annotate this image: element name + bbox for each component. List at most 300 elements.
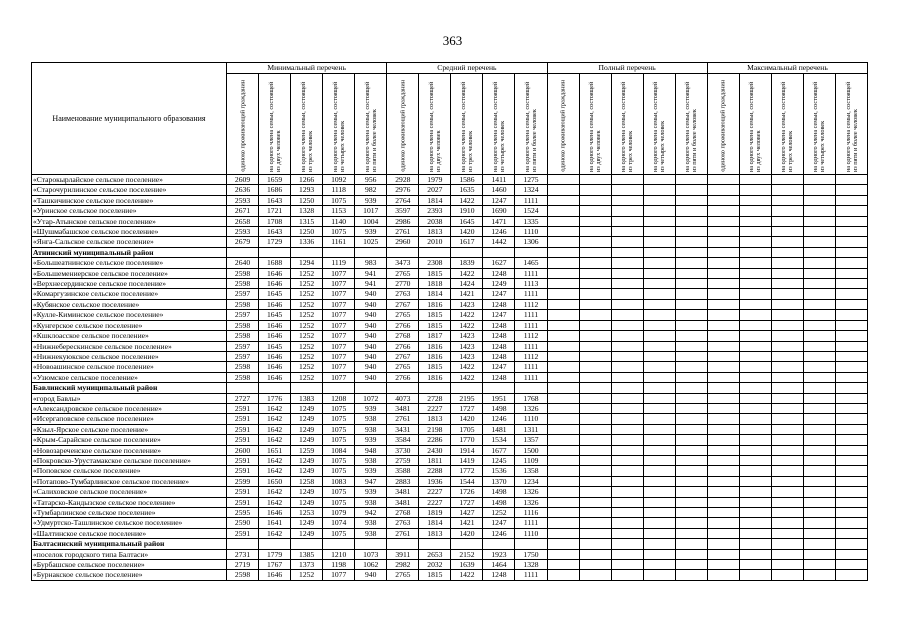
municipality-name: «Комаргузинское сельское поселение» [32, 289, 227, 299]
empty-cell [739, 466, 771, 476]
empty-cell [771, 570, 803, 580]
value-cell: 1153 [323, 206, 355, 216]
value-cell: 1811 [419, 455, 451, 465]
value-cell: 2598 [227, 331, 259, 341]
empty-cell [675, 414, 707, 424]
empty-cell [739, 247, 771, 257]
empty-cell [611, 185, 643, 195]
subcolumn-header-label: одиноко проживающий гражданин [719, 80, 727, 172]
table-row [32, 175, 868, 185]
empty-cell [643, 445, 675, 455]
subcolumn-header [611, 74, 643, 175]
value-cell: 1645 [259, 289, 291, 299]
value-cell: 938 [355, 497, 387, 507]
value-cell: 2599 [227, 476, 259, 486]
municipality-name: «поселок городского типа Балтаси» [32, 549, 227, 559]
municipality-name: «Поповское сельское поселение» [32, 466, 227, 476]
empty-cell [643, 435, 675, 445]
value-cell: 1075 [323, 195, 355, 205]
municipality-name: «Узюмское сельское поселение» [32, 372, 227, 382]
empty-cell [323, 539, 355, 549]
empty-cell [547, 247, 579, 257]
empty-cell [836, 445, 868, 455]
empty-cell [803, 393, 835, 403]
value-cell: 1772 [451, 466, 483, 476]
district-section-row [32, 539, 868, 549]
table-row [32, 508, 868, 518]
value-cell: 2986 [387, 216, 419, 226]
value-cell: 1326 [515, 487, 547, 497]
value-cell: 940 [355, 372, 387, 382]
empty-cell [547, 518, 579, 528]
empty-cell [579, 435, 611, 445]
value-cell: 938 [355, 455, 387, 465]
empty-cell [547, 435, 579, 445]
value-cell: 1248 [483, 351, 515, 361]
municipality-name: «Шалтинское сельское поселение» [32, 528, 227, 538]
value-cell: 2731 [227, 549, 259, 559]
value-cell: 938 [355, 528, 387, 538]
value-cell: 1111 [515, 310, 547, 320]
value-cell: 1420 [451, 414, 483, 424]
value-cell: 2591 [227, 528, 259, 538]
empty-cell [579, 393, 611, 403]
empty-cell [707, 560, 739, 570]
empty-cell [803, 414, 835, 424]
empty-cell [739, 508, 771, 518]
value-cell: 1641 [259, 518, 291, 528]
empty-cell [611, 508, 643, 518]
empty-cell [515, 247, 547, 257]
empty-cell [836, 528, 868, 538]
value-cell: 1481 [483, 424, 515, 434]
empty-cell [803, 320, 835, 330]
empty-cell [771, 227, 803, 237]
value-cell: 939 [355, 195, 387, 205]
empty-cell [579, 331, 611, 341]
empty-cell [803, 341, 835, 351]
value-cell: 1816 [419, 372, 451, 382]
empty-cell [836, 247, 868, 257]
empty-cell [739, 560, 771, 570]
value-cell: 1109 [515, 455, 547, 465]
value-cell: 939 [355, 403, 387, 413]
empty-cell [836, 279, 868, 289]
table-row [32, 466, 868, 476]
empty-cell [227, 383, 259, 393]
value-cell: 1422 [451, 310, 483, 320]
empty-cell [579, 279, 611, 289]
value-cell: 1839 [451, 258, 483, 268]
empty-cell [803, 466, 835, 476]
value-cell: 1075 [323, 497, 355, 507]
empty-cell [803, 175, 835, 185]
empty-cell [836, 175, 868, 185]
value-cell: 1025 [355, 237, 387, 247]
value-cell: 941 [355, 279, 387, 289]
value-cell: 2598 [227, 268, 259, 278]
empty-cell [643, 310, 675, 320]
empty-cell [771, 279, 803, 289]
empty-cell [611, 518, 643, 528]
empty-cell [675, 175, 707, 185]
empty-cell [643, 185, 675, 195]
empty-cell [707, 476, 739, 486]
municipality-name: «Потапово-Тумбарлинское сельское поселение» [32, 476, 227, 486]
empty-cell [771, 320, 803, 330]
empty-cell [739, 570, 771, 580]
empty-cell [836, 227, 868, 237]
empty-cell [739, 289, 771, 299]
empty-cell [803, 310, 835, 320]
municipality-name: «Удмуртско-Ташлинское сельское поселение» [32, 518, 227, 528]
value-cell: 1646 [259, 331, 291, 341]
empty-cell [803, 476, 835, 486]
municipality-name: «Крым-Сарайское сельское поселение» [32, 435, 227, 445]
value-cell: 2598 [227, 372, 259, 382]
table-row [32, 227, 868, 237]
value-cell: 1161 [323, 237, 355, 247]
empty-cell [707, 299, 739, 309]
value-cell: 1084 [323, 445, 355, 455]
empty-cell [739, 268, 771, 278]
subcolumn-header [419, 74, 451, 175]
empty-cell [675, 362, 707, 372]
value-cell: 1246 [483, 227, 515, 237]
value-cell: 2960 [387, 237, 419, 247]
empty-cell [643, 403, 675, 413]
empty-cell [547, 455, 579, 465]
value-cell: 1688 [259, 258, 291, 268]
table-row [32, 320, 868, 330]
empty-cell [579, 247, 611, 257]
empty-cell [611, 403, 643, 413]
empty-cell [579, 216, 611, 226]
empty-cell [611, 216, 643, 226]
empty-cell [259, 247, 291, 257]
value-cell: 1111 [515, 289, 547, 299]
municipality-name: «Покровско-Урустамакское сельское поселение» [32, 455, 227, 465]
empty-cell [547, 331, 579, 341]
group-header-full: Полный перечень [547, 63, 707, 74]
empty-cell [611, 528, 643, 538]
empty-cell [739, 206, 771, 216]
empty-cell [643, 455, 675, 465]
empty-cell [707, 435, 739, 445]
empty-cell [739, 216, 771, 226]
empty-cell [259, 539, 291, 549]
value-cell: 1077 [323, 320, 355, 330]
value-cell: 1524 [515, 206, 547, 216]
municipality-name: «город Бавлы» [32, 393, 227, 403]
value-cell: 941 [355, 268, 387, 278]
empty-cell [547, 497, 579, 507]
empty-cell [739, 487, 771, 497]
empty-cell [739, 518, 771, 528]
municipality-name: «Ташкичинское сельское поселение» [32, 195, 227, 205]
subcolumn-header [771, 74, 803, 175]
subcolumn-header-label: на одного члена семьи, состоящей из пяти и более человек [844, 81, 859, 172]
value-cell: 1252 [291, 289, 323, 299]
empty-cell [707, 403, 739, 413]
value-cell: 1923 [483, 549, 515, 559]
value-cell: 1111 [515, 518, 547, 528]
value-cell: 1294 [291, 258, 323, 268]
empty-cell [547, 539, 579, 549]
municipality-name: «Утар-Атынское сельское поселение» [32, 216, 227, 226]
table-header [32, 63, 868, 175]
value-cell: 1252 [291, 320, 323, 330]
value-cell: 1111 [515, 372, 547, 382]
empty-cell [611, 320, 643, 330]
value-cell: 1646 [259, 299, 291, 309]
empty-cell [675, 268, 707, 278]
value-cell: 1465 [515, 258, 547, 268]
value-cell: 1423 [451, 331, 483, 341]
municipality-name: «Уринское сельское поселение» [32, 206, 227, 216]
value-cell: 1249 [291, 528, 323, 538]
value-cell: 4073 [387, 393, 419, 403]
empty-cell [451, 383, 483, 393]
value-cell: 1818 [419, 279, 451, 289]
value-cell: 939 [355, 435, 387, 445]
value-cell: 1245 [483, 455, 515, 465]
empty-cell [675, 508, 707, 518]
table-row [32, 435, 868, 445]
empty-cell [579, 528, 611, 538]
value-cell: 2728 [419, 393, 451, 403]
empty-cell [739, 279, 771, 289]
empty-cell [803, 445, 835, 455]
empty-cell [707, 497, 739, 507]
empty-cell [803, 279, 835, 289]
value-cell: 1259 [291, 445, 323, 455]
value-cell: 1768 [515, 393, 547, 403]
empty-cell [675, 445, 707, 455]
value-cell: 940 [355, 570, 387, 580]
empty-cell [451, 247, 483, 257]
empty-cell [771, 341, 803, 351]
value-cell: 1111 [515, 320, 547, 330]
value-cell: 1951 [483, 393, 515, 403]
empty-cell [771, 508, 803, 518]
empty-cell [611, 331, 643, 341]
district-section-row [32, 247, 868, 257]
empty-cell [803, 383, 835, 393]
empty-cell [803, 206, 835, 216]
value-cell: 1816 [419, 299, 451, 309]
value-cell: 2591 [227, 424, 259, 434]
empty-cell [611, 289, 643, 299]
empty-cell [739, 539, 771, 549]
empty-cell [739, 362, 771, 372]
value-cell: 1249 [291, 414, 323, 424]
empty-cell [547, 341, 579, 351]
value-cell: 1498 [483, 403, 515, 413]
group-header-average: Средний перечень [387, 63, 547, 74]
empty-cell [387, 247, 419, 257]
empty-cell [611, 299, 643, 309]
empty-cell [771, 403, 803, 413]
value-cell: 1249 [291, 466, 323, 476]
value-cell: 1249 [291, 518, 323, 528]
empty-cell [643, 383, 675, 393]
value-cell: 940 [355, 331, 387, 341]
municipality-name: «Татарско-Кандызское сельское поселение» [32, 497, 227, 507]
empty-cell [579, 518, 611, 528]
value-cell: 2600 [227, 445, 259, 455]
empty-cell [643, 175, 675, 185]
empty-cell [836, 393, 868, 403]
empty-cell [419, 247, 451, 257]
value-cell: 1328 [515, 560, 547, 570]
empty-cell [675, 497, 707, 507]
table-row [32, 403, 868, 413]
empty-cell [771, 258, 803, 268]
empty-cell [803, 570, 835, 580]
empty-cell [803, 268, 835, 278]
empty-cell [579, 539, 611, 549]
empty-cell [836, 268, 868, 278]
empty-cell [707, 362, 739, 372]
empty-cell [771, 487, 803, 497]
value-cell: 2597 [227, 341, 259, 351]
table-row [32, 289, 868, 299]
empty-cell [579, 508, 611, 518]
empty-cell [707, 528, 739, 538]
empty-cell [707, 508, 739, 518]
empty-cell [547, 403, 579, 413]
empty-cell [739, 497, 771, 507]
empty-cell [291, 539, 323, 549]
table-row [32, 497, 868, 507]
table-row [32, 216, 868, 226]
table-row [32, 351, 868, 361]
value-cell: 2591 [227, 497, 259, 507]
empty-cell [579, 424, 611, 434]
value-cell: 2591 [227, 403, 259, 413]
empty-cell [739, 435, 771, 445]
municipality-name: «Бурнакское сельское поселение» [32, 570, 227, 580]
empty-cell [803, 331, 835, 341]
empty-cell [643, 497, 675, 507]
value-cell: 2671 [227, 206, 259, 216]
empty-cell [579, 299, 611, 309]
value-cell: 1079 [323, 508, 355, 518]
empty-cell [803, 216, 835, 226]
empty-cell [836, 341, 868, 351]
value-cell: 1077 [323, 351, 355, 361]
table-row [32, 372, 868, 382]
subcolumn-header-label: на одного члена семьи, состоящей из трех человек [299, 81, 314, 172]
value-cell: 1627 [483, 258, 515, 268]
empty-cell [739, 476, 771, 486]
empty-cell [611, 570, 643, 580]
value-cell: 1544 [451, 476, 483, 486]
empty-cell [547, 299, 579, 309]
subcolumn-header-label: на одного члена семьи, состоящей из пяти и более человек [524, 81, 538, 172]
empty-cell [739, 237, 771, 247]
value-cell: 1639 [451, 560, 483, 570]
empty-cell [515, 539, 547, 549]
empty-cell [771, 310, 803, 320]
value-cell: 2768 [387, 508, 419, 518]
value-cell: 2883 [387, 476, 419, 486]
value-cell: 1246 [483, 414, 515, 424]
empty-cell [547, 258, 579, 268]
empty-cell [387, 383, 419, 393]
value-cell: 1419 [451, 455, 483, 465]
table-row [32, 445, 868, 455]
value-cell: 1500 [515, 445, 547, 455]
empty-cell [611, 351, 643, 361]
value-cell: 2591 [227, 455, 259, 465]
value-cell: 1112 [515, 351, 547, 361]
value-cell: 1646 [259, 372, 291, 382]
value-cell: 1642 [259, 403, 291, 413]
value-cell: 1817 [419, 331, 451, 341]
value-cell: 1077 [323, 341, 355, 351]
value-cell: 1252 [291, 268, 323, 278]
value-cell: 1208 [323, 393, 355, 403]
value-cell: 1373 [291, 560, 323, 570]
empty-cell [643, 518, 675, 528]
value-cell: 1651 [259, 445, 291, 455]
value-cell: 1110 [515, 414, 547, 424]
value-cell: 942 [355, 508, 387, 518]
empty-cell [739, 351, 771, 361]
value-cell: 2679 [227, 237, 259, 247]
empty-cell [547, 320, 579, 330]
subcolumn-header-label: на одного члена семьи, состоящей из трех человек [780, 81, 795, 172]
value-cell: 1077 [323, 310, 355, 320]
empty-cell [707, 268, 739, 278]
empty-cell [643, 362, 675, 372]
value-cell: 1422 [451, 372, 483, 382]
empty-cell [803, 247, 835, 257]
municipality-name: «Кунгерское сельское поселение» [32, 320, 227, 330]
empty-cell [611, 310, 643, 320]
empty-cell [803, 487, 835, 497]
value-cell: 1815 [419, 362, 451, 372]
value-cell: 1252 [291, 362, 323, 372]
value-cell: 2598 [227, 279, 259, 289]
empty-cell [803, 351, 835, 361]
empty-cell [771, 560, 803, 570]
table-row [32, 476, 868, 486]
value-cell: 1116 [515, 508, 547, 518]
value-cell: 2591 [227, 414, 259, 424]
empty-cell [579, 258, 611, 268]
empty-cell [547, 372, 579, 382]
value-cell: 2198 [419, 424, 451, 434]
empty-cell [675, 570, 707, 580]
table-row [32, 549, 868, 559]
empty-cell [803, 424, 835, 434]
empty-cell [547, 393, 579, 403]
empty-cell [707, 414, 739, 424]
empty-cell [643, 195, 675, 205]
value-cell: 1642 [259, 414, 291, 424]
value-cell: 1642 [259, 424, 291, 434]
value-cell: 1336 [291, 237, 323, 247]
empty-cell [836, 466, 868, 476]
empty-cell [771, 435, 803, 445]
empty-cell [707, 393, 739, 403]
value-cell: 2288 [419, 466, 451, 476]
value-cell: 2152 [451, 549, 483, 559]
table-row [32, 414, 868, 424]
